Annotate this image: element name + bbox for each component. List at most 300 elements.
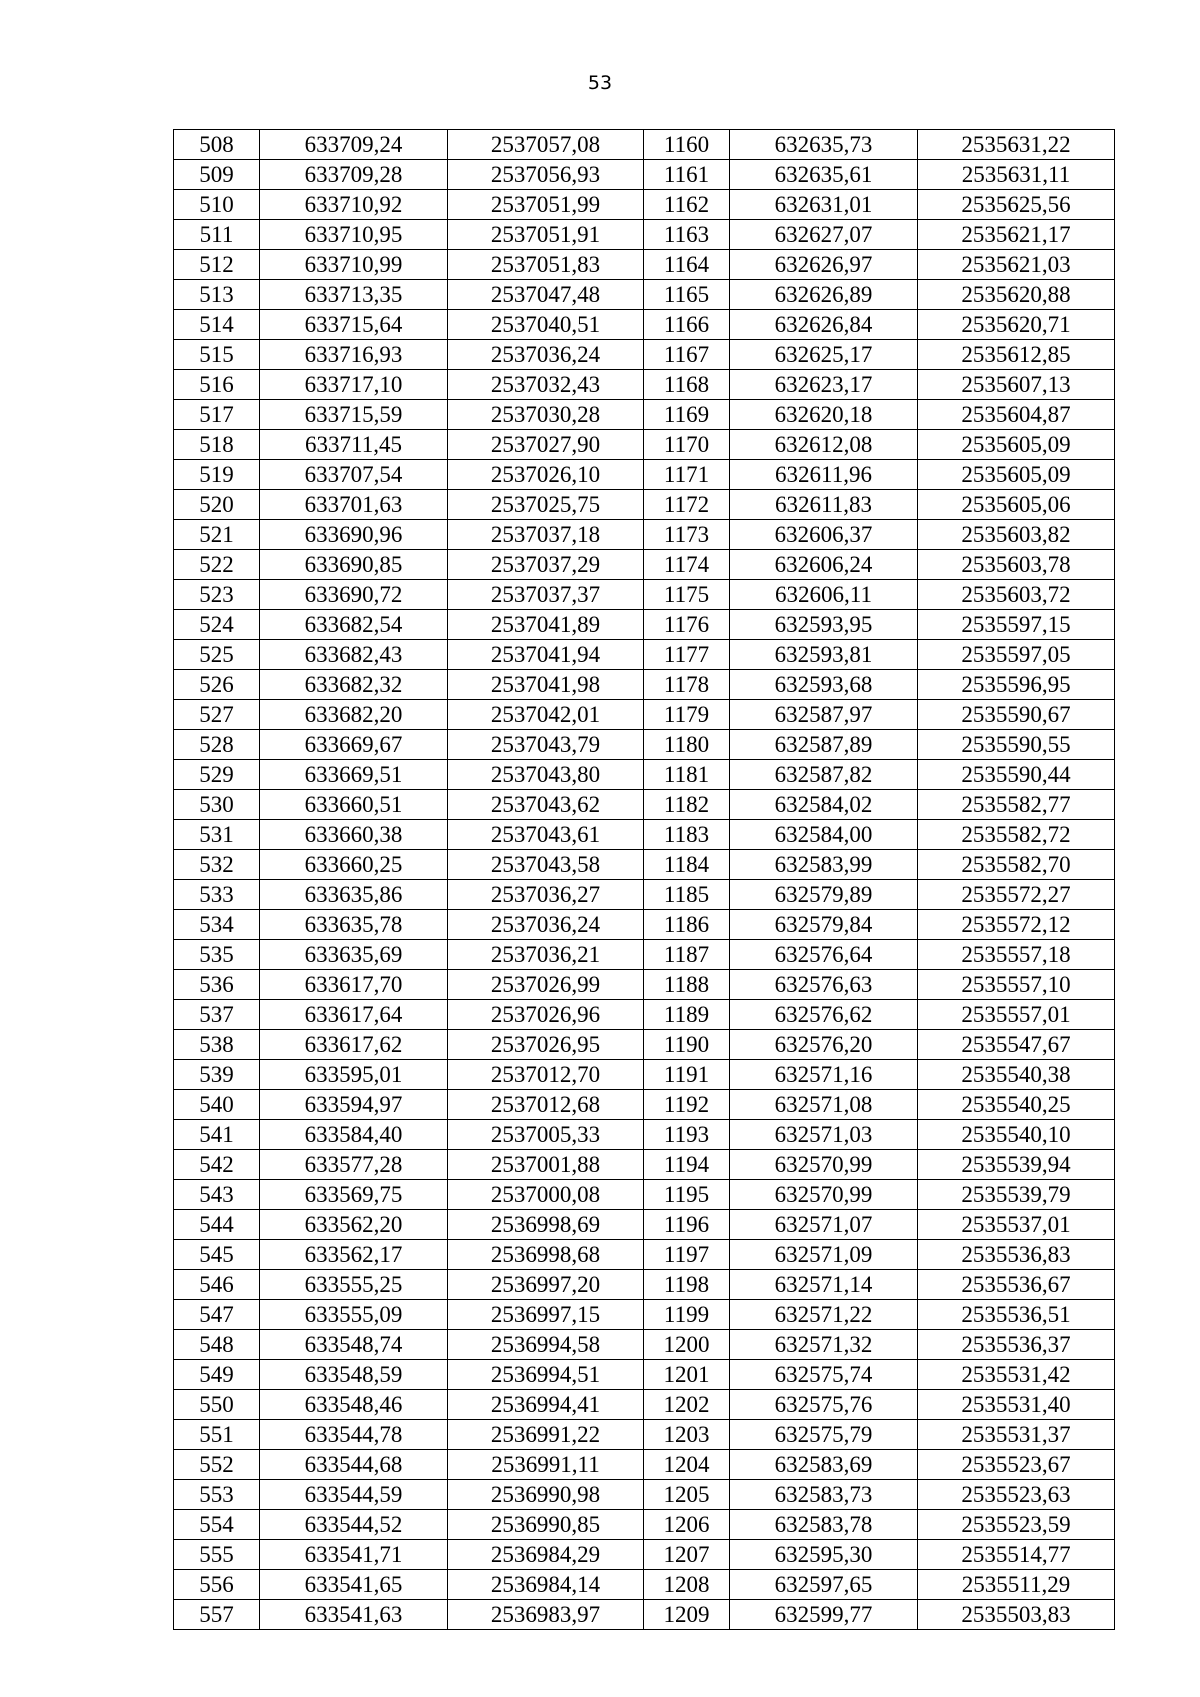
y-coordinate-cell: 2535621,17 [918,220,1115,250]
x-coordinate-cell: 632635,61 [730,160,918,190]
table-row [174,130,1115,160]
y-coordinate-cell: 2537026,95 [448,1030,644,1060]
x-coordinate-cell: 633544,52 [260,1510,448,1540]
point-number-cell: 1171 [644,460,730,490]
table-row [174,1030,1115,1060]
y-coordinate-cell: 2535557,01 [918,1000,1115,1030]
table-row [174,430,1115,460]
y-coordinate-cell: 2535597,15 [918,610,1115,640]
y-coordinate-cell: 2535547,67 [918,1030,1115,1060]
x-coordinate-cell: 633690,85 [260,550,448,580]
y-coordinate-cell: 2536994,58 [448,1330,644,1360]
point-number-cell: 1182 [644,790,730,820]
table-row [174,1090,1115,1120]
y-coordinate-cell: 2535536,83 [918,1240,1115,1270]
table-row [174,730,1115,760]
y-coordinate-cell: 2535605,09 [918,430,1115,460]
point-number-cell: 1164 [644,250,730,280]
y-coordinate-cell: 2535523,59 [918,1510,1115,1540]
y-coordinate-cell: 2537051,99 [448,190,644,220]
y-coordinate-cell: 2535539,79 [918,1180,1115,1210]
point-number-cell: 516 [174,370,260,400]
point-number-cell: 527 [174,700,260,730]
x-coordinate-cell: 632583,73 [730,1480,918,1510]
point-number-cell: 542 [174,1150,260,1180]
y-coordinate-cell: 2536990,85 [448,1510,644,1540]
table-row [174,760,1115,790]
x-coordinate-cell: 633711,45 [260,430,448,460]
y-coordinate-cell: 2537012,70 [448,1060,644,1090]
x-coordinate-cell: 632626,89 [730,280,918,310]
x-coordinate-cell: 633715,59 [260,400,448,430]
point-number-cell: 1163 [644,220,730,250]
x-coordinate-cell: 633544,78 [260,1420,448,1450]
y-coordinate-cell: 2537012,68 [448,1090,644,1120]
x-coordinate-cell: 633682,20 [260,700,448,730]
x-coordinate-cell: 633548,74 [260,1330,448,1360]
y-coordinate-cell: 2535572,27 [918,880,1115,910]
x-coordinate-cell: 633562,20 [260,1210,448,1240]
point-number-cell: 512 [174,250,260,280]
y-coordinate-cell: 2537043,80 [448,760,644,790]
point-number-cell: 519 [174,460,260,490]
y-coordinate-cell: 2535537,01 [918,1210,1115,1240]
x-coordinate-cell: 633715,64 [260,310,448,340]
x-coordinate-cell: 632571,22 [730,1300,918,1330]
y-coordinate-cell: 2537032,43 [448,370,644,400]
point-number-cell: 1183 [644,820,730,850]
x-coordinate-cell: 632612,08 [730,430,918,460]
table-row [174,1510,1115,1540]
y-coordinate-cell: 2535531,42 [918,1360,1115,1390]
table-row [174,1300,1115,1330]
coordinates-table-body [174,130,1115,1630]
point-number-cell: 540 [174,1090,260,1120]
x-coordinate-cell: 632583,99 [730,850,918,880]
table-row [174,700,1115,730]
y-coordinate-cell: 2535531,37 [918,1420,1115,1450]
y-coordinate-cell: 2537000,08 [448,1180,644,1210]
y-coordinate-cell: 2537036,24 [448,910,644,940]
y-coordinate-cell: 2536983,97 [448,1600,644,1630]
point-number-cell: 550 [174,1390,260,1420]
y-coordinate-cell: 2537030,28 [448,400,644,430]
x-coordinate-cell: 633713,35 [260,280,448,310]
y-coordinate-cell: 2537036,27 [448,880,644,910]
y-coordinate-cell: 2535590,67 [918,700,1115,730]
table-row [174,1120,1115,1150]
point-number-cell: 510 [174,190,260,220]
point-number-cell: 515 [174,340,260,370]
table-row [174,940,1115,970]
x-coordinate-cell: 632571,08 [730,1090,918,1120]
point-number-cell: 1207 [644,1540,730,1570]
point-number-cell: 1170 [644,430,730,460]
point-number-cell: 1168 [644,370,730,400]
point-number-cell: 1194 [644,1150,730,1180]
x-coordinate-cell: 632593,68 [730,670,918,700]
x-coordinate-cell: 633707,54 [260,460,448,490]
point-number-cell: 1193 [644,1120,730,1150]
y-coordinate-cell: 2535540,38 [918,1060,1115,1090]
x-coordinate-cell: 632611,96 [730,460,918,490]
y-coordinate-cell: 2536990,98 [448,1480,644,1510]
y-coordinate-cell: 2537043,58 [448,850,644,880]
y-coordinate-cell: 2537041,98 [448,670,644,700]
y-coordinate-cell: 2536994,51 [448,1360,644,1390]
point-number-cell: 517 [174,400,260,430]
table-row [174,1240,1115,1270]
x-coordinate-cell: 632583,78 [730,1510,918,1540]
x-coordinate-cell: 632626,84 [730,310,918,340]
point-number-cell: 1184 [644,850,730,880]
x-coordinate-cell: 632595,30 [730,1540,918,1570]
point-number-cell: 509 [174,160,260,190]
x-coordinate-cell: 632576,63 [730,970,918,1000]
table-row [174,1180,1115,1210]
x-coordinate-cell: 632576,64 [730,940,918,970]
y-coordinate-cell: 2537043,61 [448,820,644,850]
point-number-cell: 1173 [644,520,730,550]
table-row [174,1060,1115,1090]
x-coordinate-cell: 632571,09 [730,1240,918,1270]
point-number-cell: 1175 [644,580,730,610]
x-coordinate-cell: 633710,95 [260,220,448,250]
y-coordinate-cell: 2535503,83 [918,1600,1115,1630]
y-coordinate-cell: 2537041,94 [448,640,644,670]
x-coordinate-cell: 633716,93 [260,340,448,370]
point-number-cell: 1179 [644,700,730,730]
x-coordinate-cell: 632575,74 [730,1360,918,1390]
point-number-cell: 551 [174,1420,260,1450]
x-coordinate-cell: 633635,69 [260,940,448,970]
x-coordinate-cell: 633635,78 [260,910,448,940]
table-row [174,1480,1115,1510]
table-row [174,850,1115,880]
table-row [174,970,1115,1000]
point-number-cell: 555 [174,1540,260,1570]
y-coordinate-cell: 2535582,77 [918,790,1115,820]
table-row [174,460,1115,490]
x-coordinate-cell: 632584,02 [730,790,918,820]
y-coordinate-cell: 2537001,88 [448,1150,644,1180]
x-coordinate-cell: 632620,18 [730,400,918,430]
y-coordinate-cell: 2537051,83 [448,250,644,280]
x-coordinate-cell: 632587,82 [730,760,918,790]
y-coordinate-cell: 2535597,05 [918,640,1115,670]
table-row [174,1420,1115,1450]
y-coordinate-cell: 2537026,99 [448,970,644,1000]
y-coordinate-cell: 2537042,01 [448,700,644,730]
y-coordinate-cell: 2535582,70 [918,850,1115,880]
point-number-cell: 1192 [644,1090,730,1120]
point-number-cell: 526 [174,670,260,700]
x-coordinate-cell: 633548,46 [260,1390,448,1420]
x-coordinate-cell: 632575,76 [730,1390,918,1420]
x-coordinate-cell: 633594,97 [260,1090,448,1120]
y-coordinate-cell: 2536997,20 [448,1270,644,1300]
x-coordinate-cell: 633690,96 [260,520,448,550]
x-coordinate-cell: 632570,99 [730,1180,918,1210]
point-number-cell: 1181 [644,760,730,790]
y-coordinate-cell: 2537005,33 [448,1120,644,1150]
point-number-cell: 1176 [644,610,730,640]
point-number-cell: 1186 [644,910,730,940]
y-coordinate-cell: 2537041,89 [448,610,644,640]
point-number-cell: 1199 [644,1300,730,1330]
y-coordinate-cell: 2535596,95 [918,670,1115,700]
point-number-cell: 1172 [644,490,730,520]
x-coordinate-cell: 632579,89 [730,880,918,910]
y-coordinate-cell: 2536984,29 [448,1540,644,1570]
x-coordinate-cell: 633709,24 [260,130,448,160]
x-coordinate-cell: 632593,95 [730,610,918,640]
point-number-cell: 547 [174,1300,260,1330]
table-row [174,1210,1115,1240]
x-coordinate-cell: 633548,59 [260,1360,448,1390]
x-coordinate-cell: 632606,11 [730,580,918,610]
y-coordinate-cell: 2535612,85 [918,340,1115,370]
y-coordinate-cell: 2537026,10 [448,460,644,490]
point-number-cell: 1208 [644,1570,730,1600]
table-row [174,490,1115,520]
point-number-cell: 557 [174,1600,260,1630]
table-row [174,550,1115,580]
point-number-cell: 514 [174,310,260,340]
y-coordinate-cell: 2537043,79 [448,730,644,760]
y-coordinate-cell: 2536997,15 [448,1300,644,1330]
y-coordinate-cell: 2537036,24 [448,340,644,370]
table-row [174,400,1115,430]
table-row [174,1360,1115,1390]
point-number-cell: 1195 [644,1180,730,1210]
y-coordinate-cell: 2537043,62 [448,790,644,820]
point-number-cell: 1202 [644,1390,730,1420]
table-row [174,1570,1115,1600]
point-number-cell: 1196 [644,1210,730,1240]
x-coordinate-cell: 633595,01 [260,1060,448,1090]
y-coordinate-cell: 2535590,55 [918,730,1115,760]
x-coordinate-cell: 633617,64 [260,1000,448,1030]
point-number-cell: 538 [174,1030,260,1060]
y-coordinate-cell: 2535621,03 [918,250,1115,280]
point-number-cell: 508 [174,130,260,160]
x-coordinate-cell: 633541,65 [260,1570,448,1600]
table-row [174,1390,1115,1420]
point-number-cell: 521 [174,520,260,550]
y-coordinate-cell: 2535523,67 [918,1450,1115,1480]
y-coordinate-cell: 2535625,56 [918,190,1115,220]
point-number-cell: 1160 [644,130,730,160]
point-number-cell: 1203 [644,1420,730,1450]
point-number-cell: 536 [174,970,260,1000]
y-coordinate-cell: 2535540,25 [918,1090,1115,1120]
x-coordinate-cell: 633584,40 [260,1120,448,1150]
point-number-cell: 523 [174,580,260,610]
y-coordinate-cell: 2537047,48 [448,280,644,310]
x-coordinate-cell: 633635,86 [260,880,448,910]
x-coordinate-cell: 633544,68 [260,1450,448,1480]
y-coordinate-cell: 2535540,10 [918,1120,1115,1150]
point-number-cell: 1201 [644,1360,730,1390]
x-coordinate-cell: 633717,10 [260,370,448,400]
table-row [174,790,1115,820]
y-coordinate-cell: 2535605,06 [918,490,1115,520]
y-coordinate-cell: 2535572,12 [918,910,1115,940]
y-coordinate-cell: 2537037,37 [448,580,644,610]
y-coordinate-cell: 2537037,18 [448,520,644,550]
table-row [174,820,1115,850]
point-number-cell: 1180 [644,730,730,760]
x-coordinate-cell: 632579,84 [730,910,918,940]
x-coordinate-cell: 632606,37 [730,520,918,550]
y-coordinate-cell: 2537026,96 [448,1000,644,1030]
x-coordinate-cell: 633617,62 [260,1030,448,1060]
point-number-cell: 520 [174,490,260,520]
y-coordinate-cell: 2535603,72 [918,580,1115,610]
x-coordinate-cell: 633555,25 [260,1270,448,1300]
x-coordinate-cell: 632570,99 [730,1150,918,1180]
y-coordinate-cell: 2535557,18 [918,940,1115,970]
y-coordinate-cell: 2536998,68 [448,1240,644,1270]
table-row [174,1150,1115,1180]
point-number-cell: 1197 [644,1240,730,1270]
x-coordinate-cell: 632587,97 [730,700,918,730]
table-row [174,610,1115,640]
table-row [174,580,1115,610]
point-number-cell: 511 [174,220,260,250]
table-row [174,310,1115,340]
x-coordinate-cell: 632576,20 [730,1030,918,1060]
x-coordinate-cell: 633660,25 [260,850,448,880]
point-number-cell: 529 [174,760,260,790]
x-coordinate-cell: 632611,83 [730,490,918,520]
point-number-cell: 1206 [644,1510,730,1540]
x-coordinate-cell: 632571,03 [730,1120,918,1150]
x-coordinate-cell: 632593,81 [730,640,918,670]
point-number-cell: 1169 [644,400,730,430]
x-coordinate-cell: 633690,72 [260,580,448,610]
point-number-cell: 545 [174,1240,260,1270]
table-row [174,220,1115,250]
y-coordinate-cell: 2536994,41 [448,1390,644,1420]
point-number-cell: 1188 [644,970,730,1000]
point-number-cell: 544 [174,1210,260,1240]
y-coordinate-cell: 2536991,11 [448,1450,644,1480]
y-coordinate-cell: 2537027,90 [448,430,644,460]
y-coordinate-cell: 2535605,09 [918,460,1115,490]
x-coordinate-cell: 632571,16 [730,1060,918,1090]
x-coordinate-cell: 633541,71 [260,1540,448,1570]
x-coordinate-cell: 632583,69 [730,1450,918,1480]
table-row [174,520,1115,550]
point-number-cell: 535 [174,940,260,970]
x-coordinate-cell: 632625,17 [730,340,918,370]
point-number-cell: 513 [174,280,260,310]
y-coordinate-cell: 2535590,44 [918,760,1115,790]
x-coordinate-cell: 632575,79 [730,1420,918,1450]
table-row [174,280,1115,310]
table-row [174,250,1115,280]
y-coordinate-cell: 2537025,75 [448,490,644,520]
x-coordinate-cell: 633555,09 [260,1300,448,1330]
point-number-cell: 530 [174,790,260,820]
x-coordinate-cell: 632584,00 [730,820,918,850]
x-coordinate-cell: 632571,14 [730,1270,918,1300]
point-number-cell: 556 [174,1570,260,1600]
y-coordinate-cell: 2535557,10 [918,970,1115,1000]
table-row [174,1000,1115,1030]
x-coordinate-cell: 633541,63 [260,1600,448,1630]
x-coordinate-cell: 633709,28 [260,160,448,190]
table-row [174,670,1115,700]
table-row [174,1450,1115,1480]
y-coordinate-cell: 2535631,11 [918,160,1115,190]
point-number-cell: 1198 [644,1270,730,1300]
point-number-cell: 1161 [644,160,730,190]
y-coordinate-cell: 2535603,78 [918,550,1115,580]
y-coordinate-cell: 2535582,72 [918,820,1115,850]
point-number-cell: 548 [174,1330,260,1360]
y-coordinate-cell: 2535514,77 [918,1540,1115,1570]
point-number-cell: 1166 [644,310,730,340]
point-number-cell: 533 [174,880,260,910]
y-coordinate-cell: 2535631,22 [918,130,1115,160]
x-coordinate-cell: 632623,17 [730,370,918,400]
y-coordinate-cell: 2535603,82 [918,520,1115,550]
point-number-cell: 522 [174,550,260,580]
x-coordinate-cell: 633669,67 [260,730,448,760]
x-coordinate-cell: 633682,54 [260,610,448,640]
x-coordinate-cell: 632627,07 [730,220,918,250]
point-number-cell: 541 [174,1120,260,1150]
table-row [174,160,1115,190]
y-coordinate-cell: 2535539,94 [918,1150,1115,1180]
y-coordinate-cell: 2535531,40 [918,1390,1115,1420]
point-number-cell: 1167 [644,340,730,370]
y-coordinate-cell: 2535523,63 [918,1480,1115,1510]
x-coordinate-cell: 632631,01 [730,190,918,220]
x-coordinate-cell: 633617,70 [260,970,448,1000]
y-coordinate-cell: 2535536,51 [918,1300,1115,1330]
y-coordinate-cell: 2537036,21 [448,940,644,970]
point-number-cell: 1177 [644,640,730,670]
table-row [174,1270,1115,1300]
point-number-cell: 532 [174,850,260,880]
x-coordinate-cell: 633710,92 [260,190,448,220]
x-coordinate-cell: 633669,51 [260,760,448,790]
point-number-cell: 552 [174,1450,260,1480]
x-coordinate-cell: 633569,75 [260,1180,448,1210]
table-row [174,370,1115,400]
x-coordinate-cell: 632576,62 [730,1000,918,1030]
point-number-cell: 1185 [644,880,730,910]
y-coordinate-cell: 2535511,29 [918,1570,1115,1600]
point-number-cell: 546 [174,1270,260,1300]
point-number-cell: 1174 [644,550,730,580]
table-row [174,910,1115,940]
point-number-cell: 534 [174,910,260,940]
x-coordinate-cell: 632606,24 [730,550,918,580]
point-number-cell: 1205 [644,1480,730,1510]
x-coordinate-cell: 633701,63 [260,490,448,520]
y-coordinate-cell: 2535620,71 [918,310,1115,340]
point-number-cell: 554 [174,1510,260,1540]
x-coordinate-cell: 633682,32 [260,670,448,700]
y-coordinate-cell: 2535536,37 [918,1330,1115,1360]
y-coordinate-cell: 2537056,93 [448,160,644,190]
table-row [174,880,1115,910]
